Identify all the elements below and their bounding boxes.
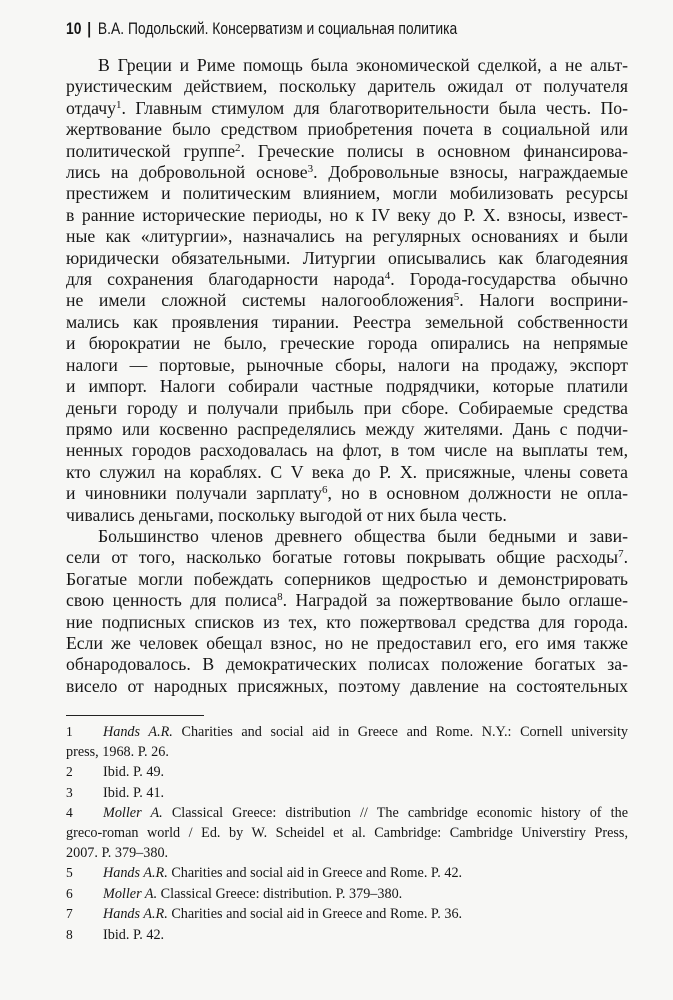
footnote-ref: 7: [618, 548, 624, 561]
footnote-ref: 5: [453, 291, 460, 304]
footnote-number: 2: [66, 764, 73, 780]
footnote-number: 4: [66, 805, 73, 821]
footnote-number: 8: [66, 926, 73, 942]
text-line: престижем и политическим влиянием, могли мобилизовать ресурсы: [66, 183, 628, 204]
footnote-ref: 1: [116, 98, 122, 111]
footnote-ref: 2: [235, 141, 241, 154]
running-title: В.А. Подольский. Консерватизм и социальная политика: [97, 20, 458, 38]
text-line: и чиновники получали зарплату$^6$, но в основном должности не опла-: [66, 483, 628, 504]
text-line: ные как «литургии», назначались на регулярных основаниях и были: [66, 226, 628, 247]
text-line: прямо или косвенно распределялись между жителями. Дань с подчи-: [66, 418, 628, 439]
footnote-ref: 3: [307, 163, 314, 176]
text-line: кто служил на кораблях. С V века до Р. Х. присяжные, члены совета: [66, 461, 628, 482]
footnote-number: 1: [66, 724, 73, 739]
text-line: чивались деньгами, поскольку выгодой от них была честь.: [66, 504, 507, 525]
footnote: 7 Hands A.R. Charities and social aid in Greece and Rome. P. 36.: [66, 906, 463, 923]
text-line: обнародовалось. В демократических полисах положение богатых за-: [66, 654, 628, 675]
footnote-author: Moller A.: [103, 885, 158, 902]
text-line: ние подписных списков из тех, кто пожертвовал средства для города.: [66, 611, 628, 632]
text-line: сели от того, насколько богатые готовы покрывать общие расходы$^7$.: [66, 547, 628, 568]
text-line: В Греции и Риме помощь была экономической сделкой, а не альт-: [98, 55, 628, 75]
text-line: отдачу$^1$. Главным стимулом для благотворительности была честь. По-: [66, 97, 628, 118]
footnote-divider: [66, 715, 204, 716]
footnotes: [66, 722, 628, 946]
running-header: [66, 18, 545, 40]
paragraph-1: [66, 55, 628, 526]
text-line: политической группе$^2$. Греческие полисы в основном финансирова-: [66, 140, 628, 161]
text-line: лись на добровольной основе$^3$. Добровольные взносы, награждаемые: [66, 162, 629, 183]
footnote-ref: 4: [384, 270, 391, 283]
text-line: Если же человек обещал взнос, но не предоставил его, его имя также: [66, 632, 628, 653]
footnote: 5 Hands A.R. Charities and social aid in Greece and Rome. P. 42.: [66, 865, 463, 882]
footnote-author: Hands A.R.: [103, 865, 168, 882]
footnote: 8 Ibid. P. 42.: [66, 926, 165, 943]
footnote: 2 Ibid. P. 49.: [66, 764, 165, 781]
text-line: висело от народных присяжных, поэтому давление на состоятельных: [66, 675, 628, 696]
footnote-number: 7: [66, 906, 73, 922]
text-line: и импорт. Налоги собирали частные подрядчики, которые платили: [66, 376, 628, 397]
text-line: жертвование было средством приобретения почета в социальной или: [66, 119, 628, 140]
footnote-number: 5: [66, 865, 73, 881]
text-line: Богатые могли побеждать соперников щедростью и демонстрировать: [66, 568, 628, 589]
text-line: не имели сложной системы налогообложения$^5$. Налоги восприни-: [66, 290, 628, 311]
text-line: Большинство членов древнего общества были бедными и зави-: [98, 525, 628, 546]
footnote-author: Moller A.: [103, 805, 163, 822]
text-line: и бюрократии не было, греческие города опирались на непрямые: [66, 333, 628, 354]
page-number: 10: [66, 20, 82, 38]
text-line: налоги — портовые, рыночные сборы, налоги на продажу, экспорт: [66, 354, 628, 375]
text-line: в ранние исторические периоды, но к IV веку до Р. Х. взносы, извест-: [66, 204, 628, 225]
footnote-continuation: 2007. P. 379–380.: [66, 844, 169, 861]
text-line: мались как проявления тирании. Реестра земельной собственности: [66, 311, 628, 332]
footnote-author: Hands A.R.: [103, 724, 173, 740]
text-line: ненных городов расходовалась на флот, в том числе на выплаты тем,: [66, 440, 628, 461]
footnote-author: Hands A.R.: [103, 906, 168, 923]
footnote: 3 Ibid. P. 41.: [66, 784, 165, 801]
text-line: деньги городу и получали прибыль при сборе. Собираемые средства: [66, 397, 628, 418]
paragraph-2: [66, 526, 628, 697]
text-line: руистическим действием, поскольку даритель ожидал от получателя: [66, 76, 628, 97]
footnote-continuation: greco-roman world / Ed. by W. Scheidel et al. Cambridge: Cambridge Universtiry Press,: [66, 824, 628, 841]
footnote: 1 Hands A.R. Charities and social aid in Greece and Rome. N.Y.: Cornell university: [66, 724, 629, 740]
text-line: для сохранения благодарности народа$^4$. Города-государства обычно: [66, 269, 628, 290]
footnote-number: 3: [66, 784, 73, 800]
footnote-number: 6: [66, 885, 73, 901]
header-separator: |: [87, 20, 92, 38]
footnote-ref: 6: [322, 484, 328, 497]
text-line: юридически обязательными. Литургии описывались как благодеяния: [66, 247, 628, 268]
main-text: [66, 55, 628, 697]
footnote-continuation: press, 1968. P. 26.: [66, 743, 169, 760]
footnote: 6 Moller A. Classical Greece: distribution. P. 379–380.: [66, 885, 403, 902]
footnote: 4 Moller A. Classical Greece: distribution // The cambridge economic history of the: [66, 805, 628, 822]
footnote-ref: 8: [277, 591, 283, 604]
text-line: свою ценность для полиса$^8$. Наградой за пожертвование было оглаше-: [66, 590, 628, 611]
